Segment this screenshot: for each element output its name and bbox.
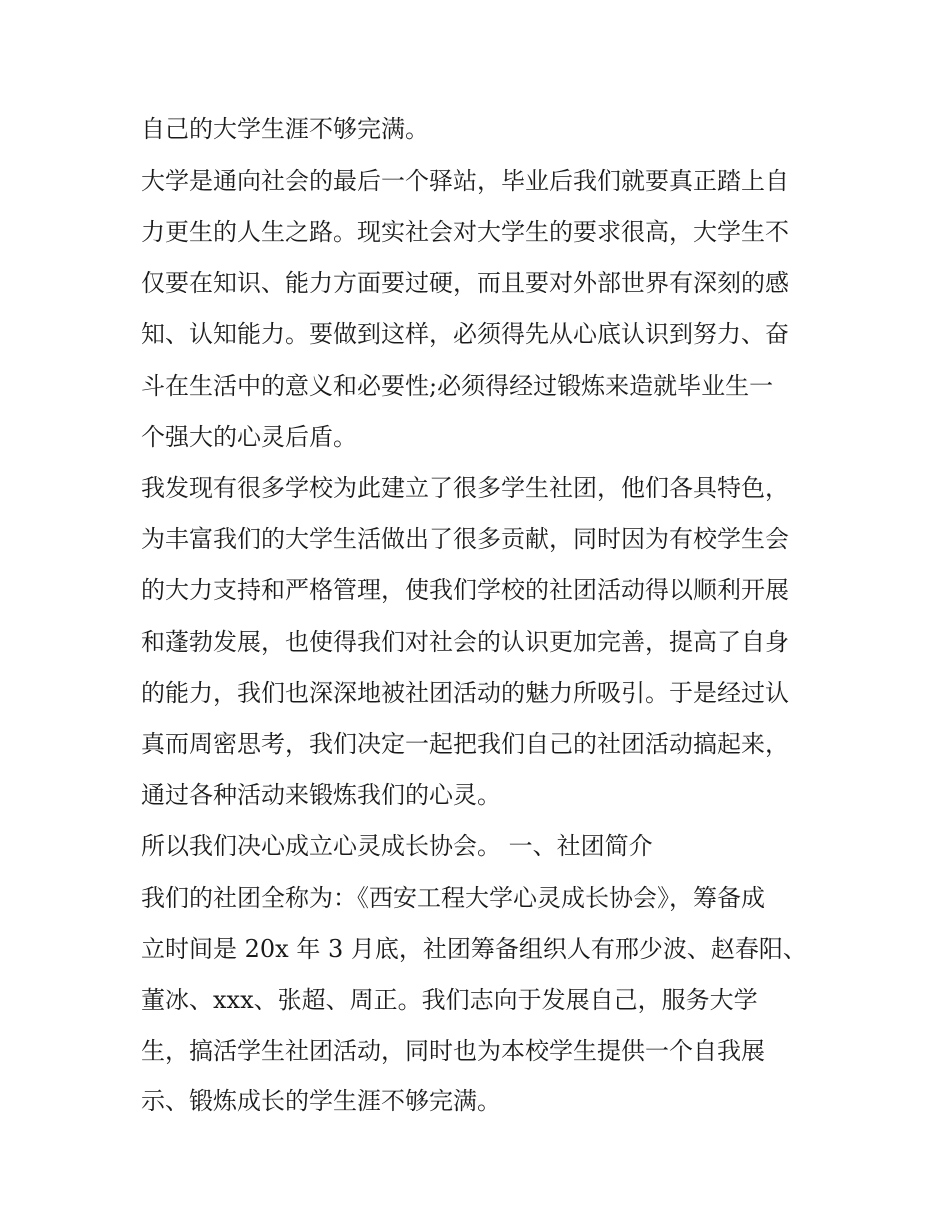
text-line: 董冰、xxx、张超、周正。我们志向于发展自己，服务大学	[141, 986, 758, 1014]
text-line: 的能力，我们也深深地被社团活动的魅力所吸引。于是经过认	[141, 679, 789, 707]
text-line: 知、认知能力。要做到这样，必须得先从心底认识到努力、奋	[141, 320, 789, 348]
text-line: 通过各种活动来锻炼我们的心灵。	[141, 781, 501, 809]
text-line: 真而周密思考，我们决定一起把我们自己的社团活动搞起来，	[141, 730, 789, 758]
text-line: 我发现有很多学校为此建立了很多学生社团，他们各具特色，	[141, 474, 789, 502]
text-line: 自己的大学生涯不够完满。	[141, 115, 429, 143]
text-line: 立时间是 20x 年 3 月底，社团筹备组织人有邢少波、赵春阳、	[141, 935, 807, 963]
text-line: 示、锻炼成长的学生涯不够完满。	[141, 1087, 501, 1115]
text-line: 仅要在知识、能力方面要过硬，而且要对外部世界有深刻的感	[141, 269, 789, 297]
text-line: 力更生的人生之路。现实社会对大学生的要求很高，大学生不	[141, 218, 789, 246]
text-line: 所以我们决心成立心灵成长协会。 一、社团简介	[141, 832, 653, 860]
text-line: 个强大的心灵后盾。	[141, 423, 357, 451]
text-line: 为丰富我们的大学生活做出了很多贡献，同时因为有校学生会	[141, 525, 789, 553]
text-line: 生，搞活学生社团活动，同时也为本校学生提供一个自我展	[141, 1037, 765, 1065]
text-line: 和蓬勃发展，也使得我们对社会的认识更加完善，提高了自身	[141, 628, 789, 656]
text-line: 大学是通向社会的最后一个驿站，毕业后我们就要真正踏上自	[141, 167, 789, 195]
text-line: 的大力支持和严格管理，使我们学校的社团活动得以顺利开展	[141, 576, 789, 604]
text-line: 我们的社团全称为：《西安工程大学心灵成长协会》，筹备成	[141, 884, 765, 912]
text-line: 斗在生活中的意义和必要性;必须得经过锻炼来造就毕业生一	[141, 372, 774, 400]
